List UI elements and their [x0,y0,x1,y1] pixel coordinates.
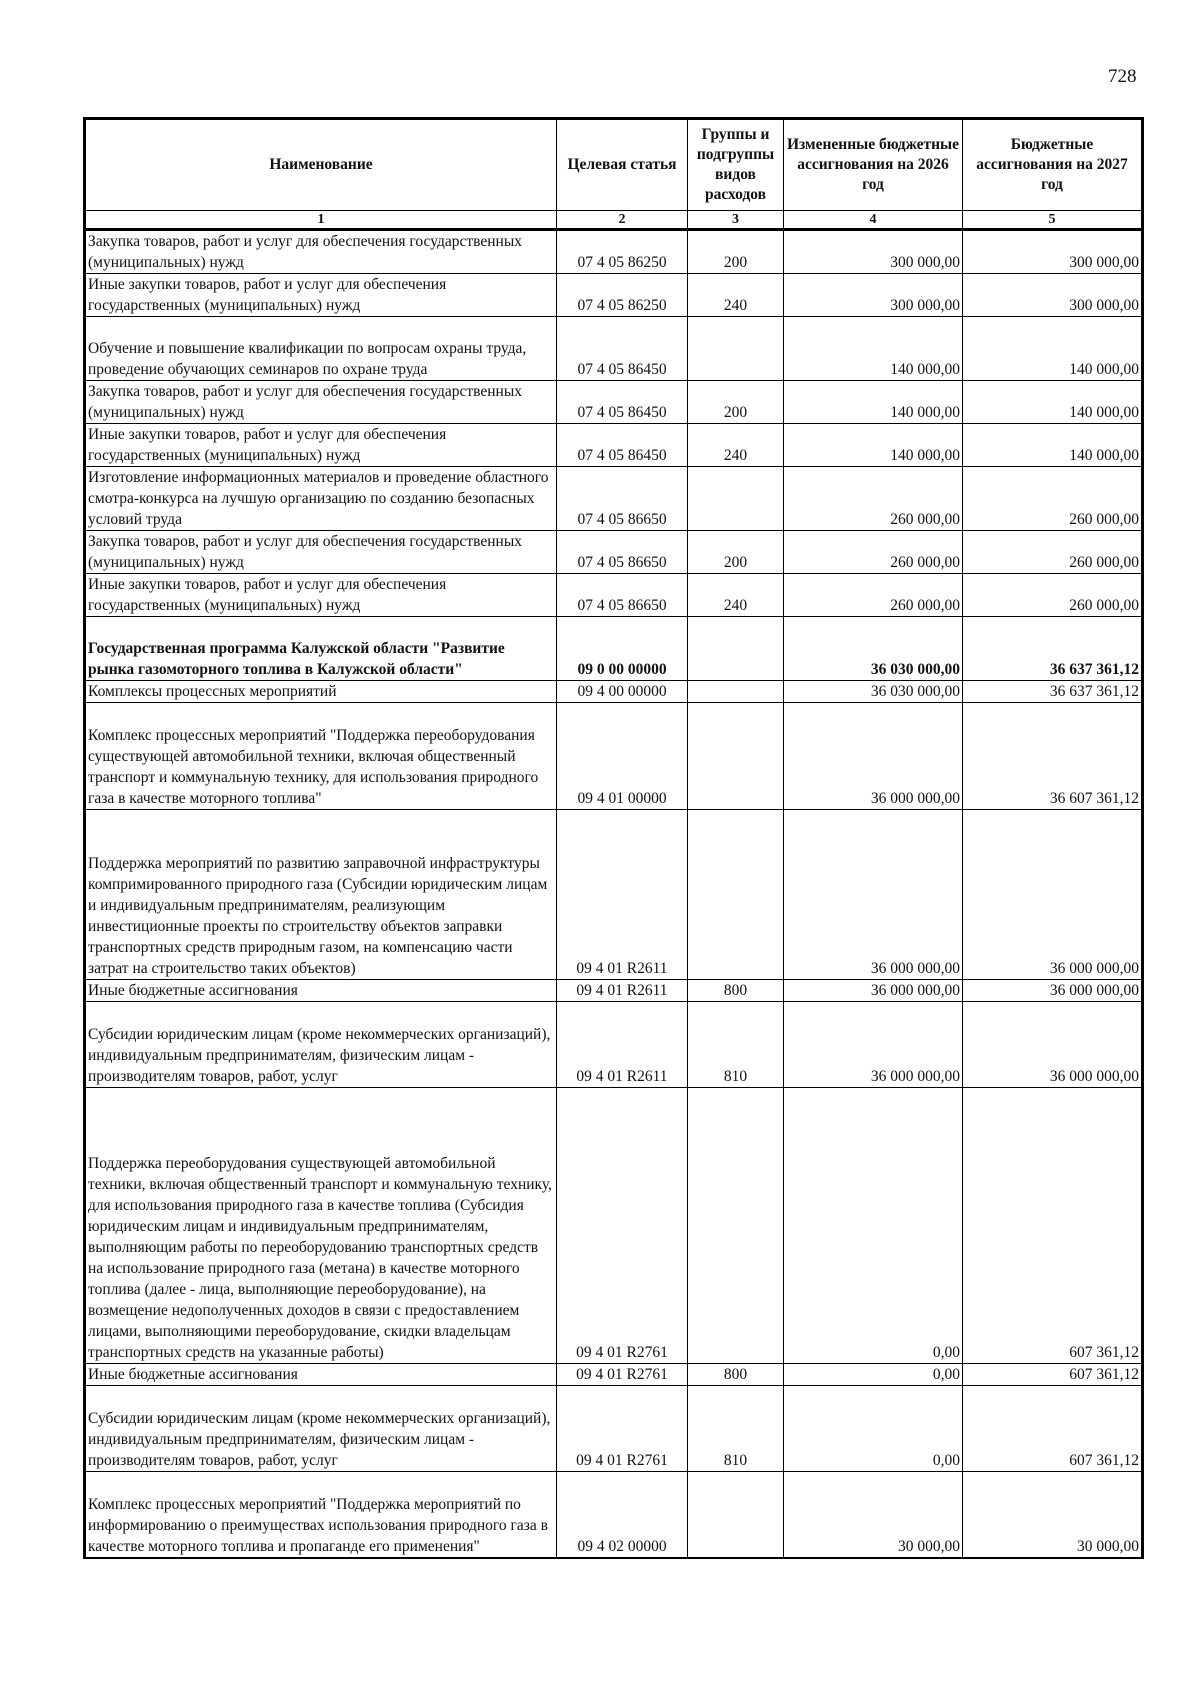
row-expense-group: 240 [688,574,784,617]
row-expense-group: 800 [688,1364,784,1386]
row-amount-2026: 36 030 000,00 [784,681,963,703]
table-row [85,574,1143,617]
row-name: Поддержка переоборудования существующей автомобильной техники, включая общественный транспорт и коммунальную технику, для использования природного газа в качестве топлива (Субсидия юридическим лицам и индивидуальным предпринимателям, выполняющим работы по переоборудованию транспортных средств на использование природного газа (метана) в качестве моторного топлива (далее - лица, выполняющие переоборудование), на возмещение недополученных доходов в связи с предоставлением лицами, выполняющими переоборудование, скидки владельцам транспортных средств на указанные работы) [85,1088,557,1364]
row-amount-2026: 140 000,00 [784,424,963,467]
row-name: Комплекс процессных мероприятий "Поддержка мероприятий по информированию о преимуществах использования природного газа в качестве моторного топлива и пропаганде его применения" [85,1472,557,1558]
row-amount-2027: 300 000,00 [963,230,1143,274]
table-row [85,424,1143,467]
row-name: Государственная программа Калужской области "Развитие рынка газомоторного топлива в Калужской области" [85,617,557,681]
row-name: Поддержка мероприятий по развитию заправочной инфраструктуры компримированного природного газа (Субсидии юридическим лицам и индивидуальным предпринимателям, реализующим инвестиционные проекты по строительству объектов заправки транспортных средств природным газом, на компенсацию части затрат на строительство таких объектов) [85,810,557,980]
table-row [85,381,1143,424]
row-target-code: 07 4 05 86450 [557,317,688,381]
row-target-code: 09 4 01 R2761 [557,1088,688,1364]
row-amount-2026: 300 000,00 [784,274,963,317]
row-expense-group: 810 [688,1002,784,1088]
row-target-code: 09 0 00 00000 [557,617,688,681]
row-amount-2027: 36 607 361,12 [963,703,1143,810]
column-number: 2 [557,211,688,230]
row-target-code: 09 4 01 R2761 [557,1364,688,1386]
row-amount-2027: 140 000,00 [963,381,1143,424]
header-changed-2026: Измененные бюджетные ассигнования на 2026 год [784,119,963,211]
budget-table [83,117,1144,1559]
row-expense-group [688,810,784,980]
row-expense-group [688,617,784,681]
row-expense-group [688,1088,784,1364]
page-number: 728 [1108,66,1137,87]
table-row [85,703,1143,810]
row-expense-group: 200 [688,230,784,274]
row-expense-group: 240 [688,424,784,467]
row-expense-group [688,703,784,810]
row-target-code: 07 4 05 86650 [557,531,688,574]
row-amount-2027: 607 361,12 [963,1386,1143,1472]
table-row [85,1364,1143,1386]
row-name: Иные закупки товаров, работ и услуг для обеспечения государственных (муниципальных) нужд [85,274,557,317]
column-number-row [85,211,1143,230]
row-expense-group [688,681,784,703]
table-row [85,810,1143,980]
row-amount-2026: 0,00 [784,1088,963,1364]
table-row [85,467,1143,531]
table-row [85,617,1143,681]
row-amount-2026: 0,00 [784,1386,963,1472]
row-expense-group: 200 [688,381,784,424]
row-target-code: 07 4 05 86250 [557,274,688,317]
row-target-code: 09 4 01 R2611 [557,980,688,1002]
row-target-code: 09 4 01 00000 [557,703,688,810]
row-amount-2027: 607 361,12 [963,1088,1143,1364]
table-body [85,230,1143,1558]
row-expense-group [688,1472,784,1558]
row-expense-group: 810 [688,1386,784,1472]
table-row [85,1088,1143,1364]
row-amount-2026: 140 000,00 [784,381,963,424]
row-amount-2026: 36 000 000,00 [784,1002,963,1088]
row-amount-2026: 36 000 000,00 [784,703,963,810]
row-amount-2027: 260 000,00 [963,467,1143,531]
row-amount-2026: 36 000 000,00 [784,980,963,1002]
row-amount-2027: 36 637 361,12 [963,681,1143,703]
row-name: Комплекс процессных мероприятий "Поддержка переоборудования существующей автомобильной техники, включая общественный транспорт и коммунальную технику, для использования природного газа в качестве моторного топлива" [85,703,557,810]
table-header-row [85,119,1143,211]
row-amount-2027: 260 000,00 [963,531,1143,574]
row-target-code: 07 4 05 86450 [557,381,688,424]
table-row [85,531,1143,574]
row-amount-2027: 36 000 000,00 [963,1002,1143,1088]
row-amount-2026: 260 000,00 [784,531,963,574]
row-amount-2026: 30 000,00 [784,1472,963,1558]
table-row [85,1386,1143,1472]
row-amount-2026: 36 000 000,00 [784,810,963,980]
row-target-code: 09 4 01 R2761 [557,1386,688,1472]
row-amount-2026: 140 000,00 [784,317,963,381]
row-expense-group [688,317,784,381]
row-amount-2027: 30 000,00 [963,1472,1143,1558]
row-amount-2027: 140 000,00 [963,317,1143,381]
row-amount-2026: 260 000,00 [784,574,963,617]
row-expense-group: 200 [688,531,784,574]
row-amount-2026: 260 000,00 [784,467,963,531]
row-amount-2027: 300 000,00 [963,274,1143,317]
row-name: Субсидии юридическим лицам (кроме некоммерческих организаций), индивидуальным предпринимателям, физическим лицам - производителям товаров, работ, услуг [85,1002,557,1088]
row-target-code: 09 4 02 00000 [557,1472,688,1558]
row-target-code: 07 4 05 86650 [557,467,688,531]
row-amount-2027: 260 000,00 [963,574,1143,617]
column-number: 4 [784,211,963,230]
row-name: Субсидии юридическим лицам (кроме некоммерческих организаций), индивидуальным предпринимателям, физическим лицам - производителям товаров, работ, услуг [85,1386,557,1472]
row-name: Обучение и повышение квалификации по вопросам охраны труда, проведение обучающих семинаров по охране труда [85,317,557,381]
column-number: 1 [85,211,557,230]
row-amount-2027: 36 637 361,12 [963,617,1143,681]
row-target-code: 07 4 05 86650 [557,574,688,617]
row-expense-group: 800 [688,980,784,1002]
column-number: 3 [688,211,784,230]
table-row [85,1472,1143,1558]
row-name: Закупка товаров, работ и услуг для обеспечения государственных (муниципальных) нужд [85,381,557,424]
table-row [85,681,1143,703]
table-row [85,1002,1143,1088]
row-target-code: 09 4 01 R2611 [557,1002,688,1088]
table-row [85,980,1143,1002]
row-name: Закупка товаров, работ и услуг для обеспечения государственных (муниципальных) нужд [85,230,557,274]
row-amount-2026: 0,00 [784,1364,963,1386]
row-name: Иные бюджетные ассигнования [85,980,557,1002]
row-target-code: 07 4 05 86250 [557,230,688,274]
row-amount-2027: 607 361,12 [963,1364,1143,1386]
row-amount-2027: 36 000 000,00 [963,810,1143,980]
row-expense-group [688,467,784,531]
column-number: 5 [963,211,1143,230]
row-name: Комплексы процессных мероприятий [85,681,557,703]
table-row [85,317,1143,381]
table-row [85,230,1143,274]
header-groups: Группы и подгруппы видов расходов [688,119,784,211]
row-name: Иные закупки товаров, работ и услуг для обеспечения государственных (муниципальных) нужд [85,424,557,467]
row-name: Иные закупки товаров, работ и услуг для обеспечения государственных (муниципальных) нужд [85,574,557,617]
row-target-code: 09 4 01 R2611 [557,810,688,980]
row-target-code: 07 4 05 86450 [557,424,688,467]
header-budget-2027: Бюджетные ассигнования на 2027 год [963,119,1143,211]
row-amount-2026: 300 000,00 [784,230,963,274]
table-row [85,274,1143,317]
header-name: Наименование [85,119,557,211]
row-amount-2027: 140 000,00 [963,424,1143,467]
row-name: Изготовление информационных материалов и проведение областного смотра-конкурса на лучшую организацию по созданию безопасных условий труда [85,467,557,531]
row-amount-2027: 36 000 000,00 [963,980,1143,1002]
row-amount-2026: 36 030 000,00 [784,617,963,681]
row-expense-group: 240 [688,274,784,317]
row-name: Иные бюджетные ассигнования [85,1364,557,1386]
row-target-code: 09 4 00 00000 [557,681,688,703]
row-name: Закупка товаров, работ и услуг для обеспечения государственных (муниципальных) нужд [85,531,557,574]
header-target: Целевая статья [557,119,688,211]
